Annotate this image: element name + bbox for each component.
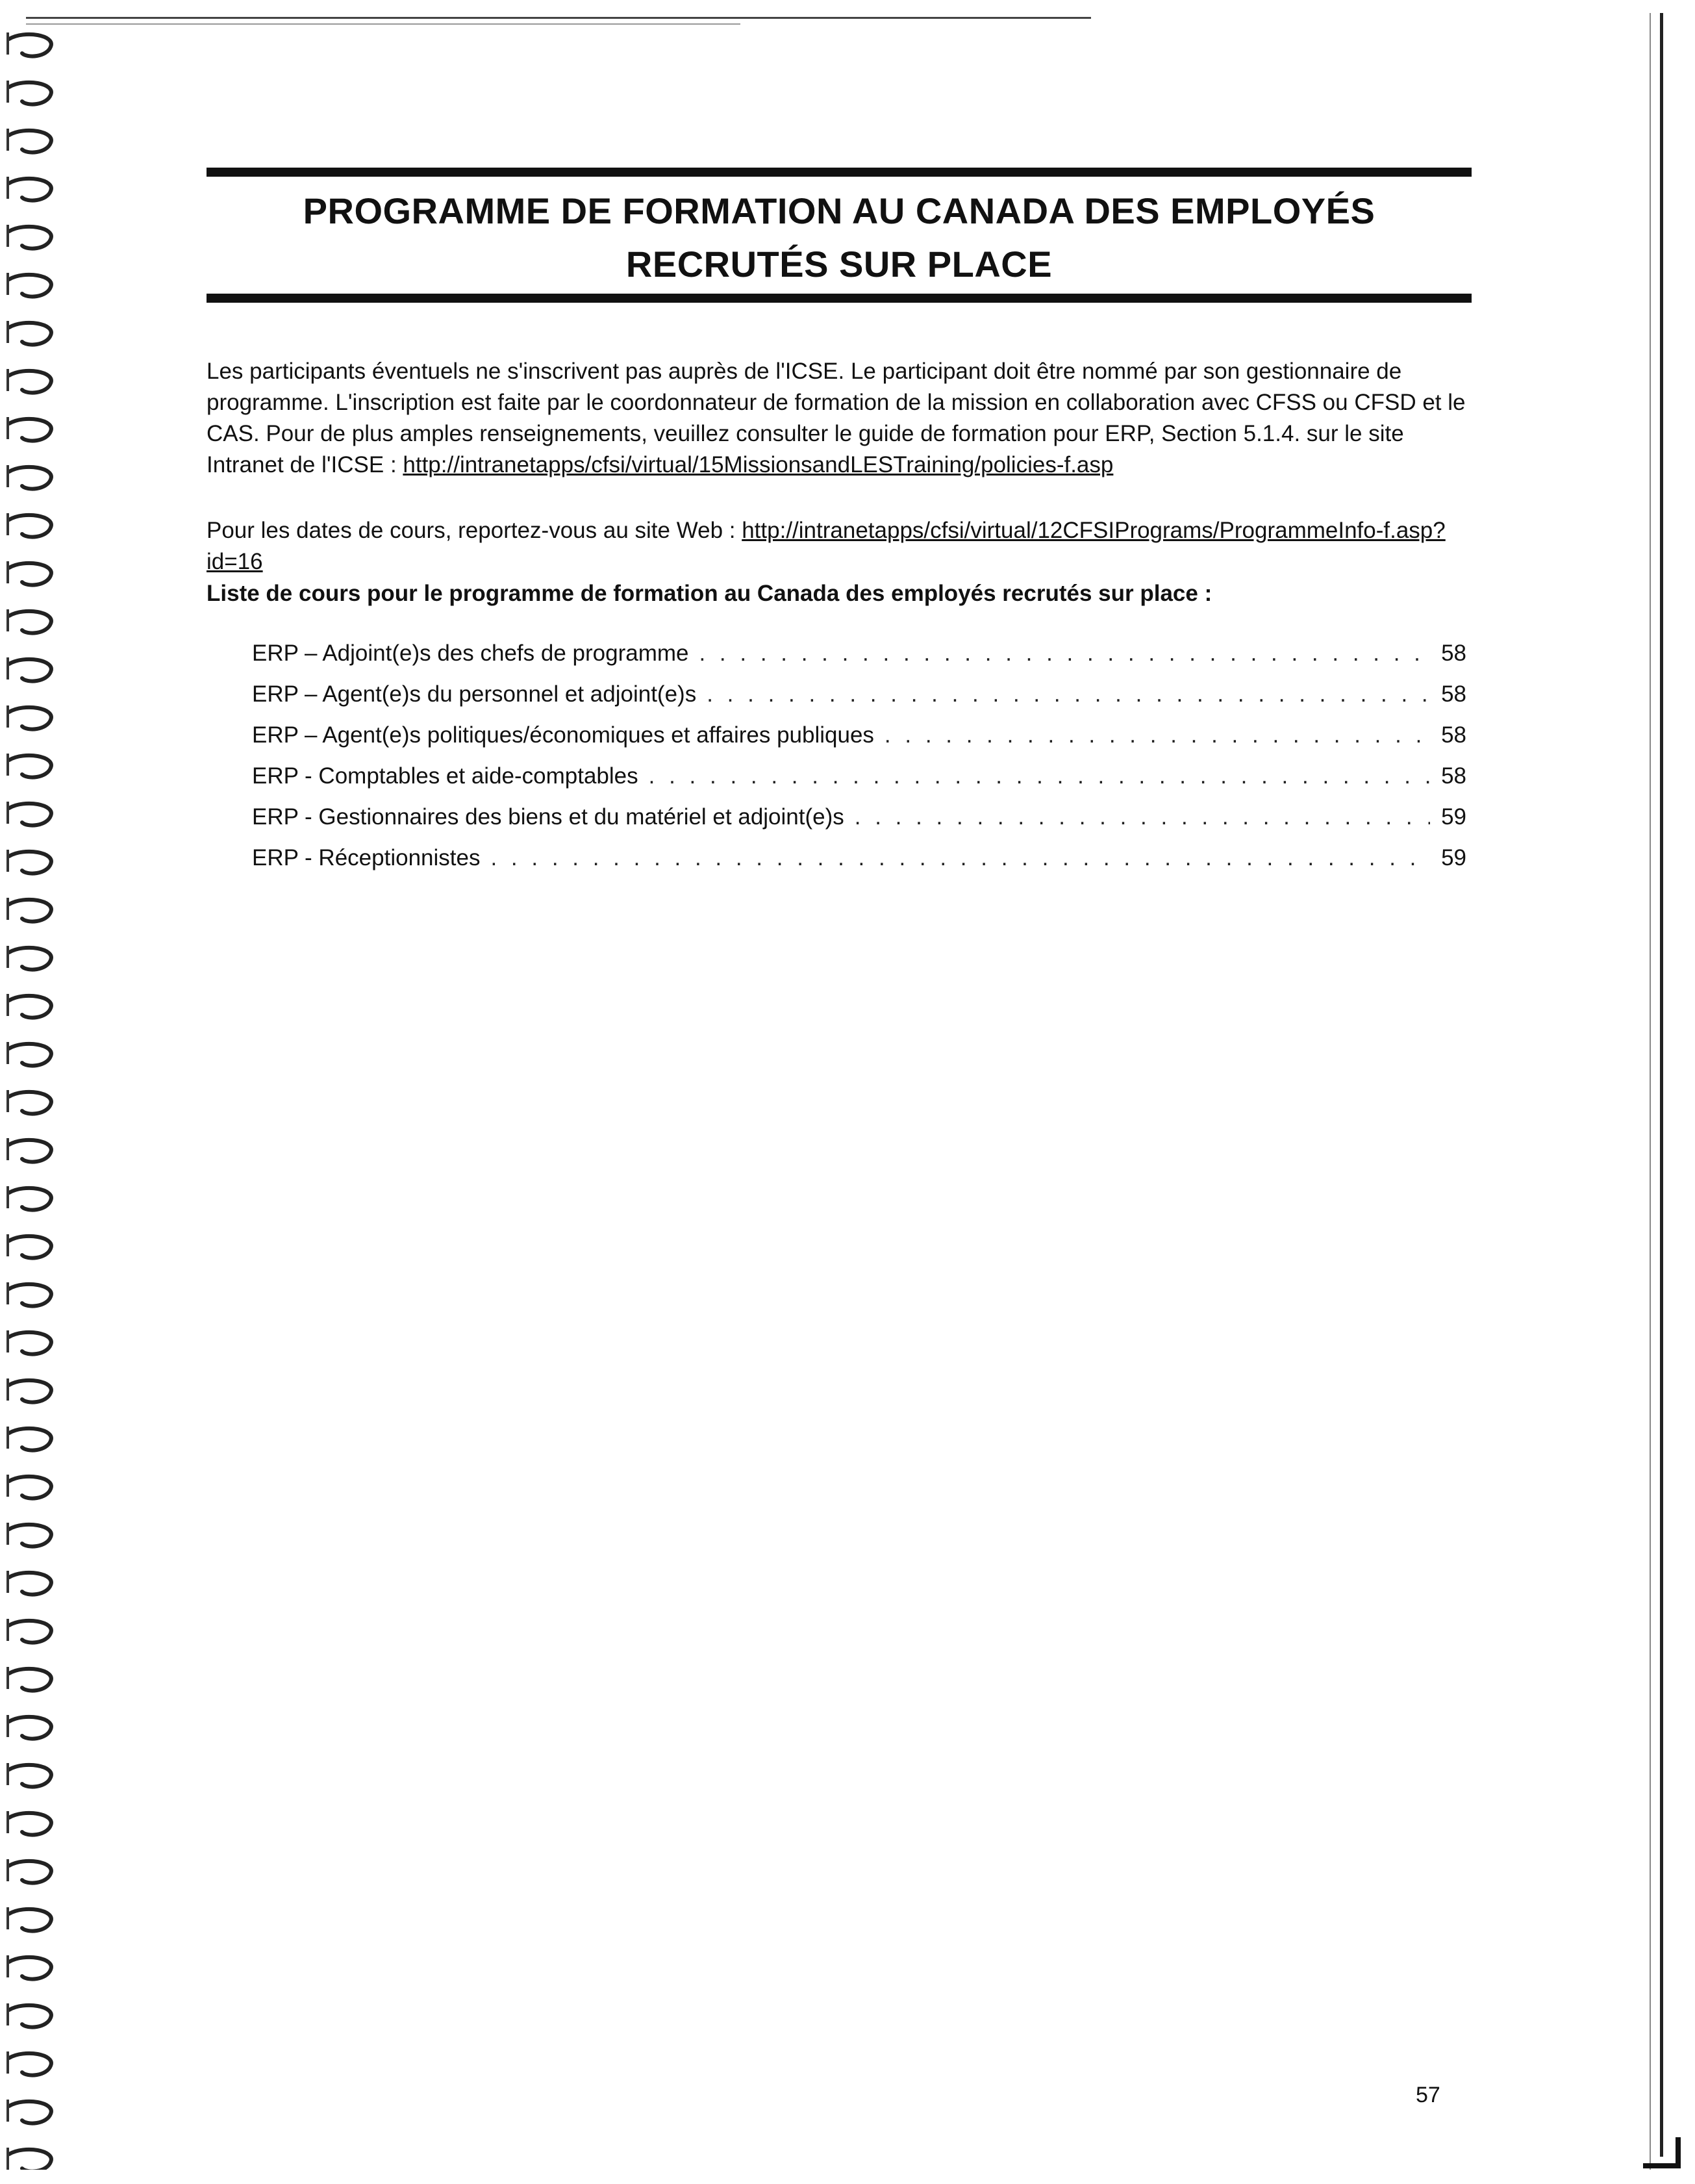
- course-page: 58: [1441, 641, 1466, 666]
- list-item[interactable]: [252, 802, 1466, 843]
- spiral-loop: [9, 996, 51, 1018]
- course-label: ERP – Agent(e)s du personnel et adjoint(e)s: [252, 681, 697, 707]
- course-page: 59: [1441, 845, 1466, 870]
- dot-leader: [885, 720, 1430, 751]
- spiral-loop: [9, 563, 51, 585]
- page-title-line-2: RECRUTÉS SUR PLACE: [625, 244, 1053, 285]
- list-item[interactable]: [252, 843, 1466, 883]
- spiral-loop: [9, 900, 51, 922]
- course-label: ERP - Réceptionnistes: [252, 845, 481, 870]
- spiral-loop: [9, 659, 51, 681]
- spiral-loop: [9, 371, 51, 393]
- page-title: [207, 184, 1472, 291]
- spiral-loop: [9, 179, 51, 201]
- spiral-loop: [9, 948, 51, 970]
- intro-link[interactable]: http://intranetapps/cfsi/virtual/15MissionsandLESTraining/policies-f.asp: [403, 452, 1114, 477]
- spiral-loop: [9, 1525, 51, 1547]
- spiral-loop: [9, 1140, 51, 1162]
- list-item[interactable]: [252, 638, 1466, 679]
- spiral-loop: [9, 1765, 51, 1787]
- course-label: ERP – Agent(e)s politiques/économiques et affaires publiques: [252, 722, 874, 748]
- course-label: ERP - Gestionnaires des biens et du matériel et adjoint(e)s: [252, 804, 844, 830]
- spiral-loop: [9, 34, 51, 57]
- list-item[interactable]: [252, 679, 1466, 720]
- intro-paragraph: [207, 356, 1479, 481]
- spiral-loop: [9, 419, 51, 441]
- spiral-loop: [9, 131, 51, 153]
- list-item[interactable]: [252, 720, 1466, 761]
- spiral-loop: [9, 1621, 51, 1643]
- spiral-loop: [9, 2005, 51, 2027]
- spiral-loop: [9, 515, 51, 537]
- dates-text: Pour les dates de cours, reportez-vous au site Web :: [207, 518, 742, 543]
- spiral-loop: [9, 1573, 51, 1595]
- spiral-loop: [9, 2150, 51, 2170]
- spiral-loop: [9, 275, 51, 297]
- spiral-loop: [9, 323, 51, 345]
- dot-leader: [699, 638, 1430, 669]
- spiral-loop: [9, 611, 51, 633]
- spiral-loop: [9, 1380, 51, 1403]
- spiral-loop: [9, 1861, 51, 1883]
- scan-edge-top: [26, 17, 1091, 19]
- spiral-loop: [9, 852, 51, 874]
- spiral-loop: [9, 1092, 51, 1114]
- spiral-loop: [9, 756, 51, 778]
- title-rule-top: [207, 168, 1472, 177]
- spiral-loop: [9, 1044, 51, 1066]
- dates-link[interactable]: http://intranetapps/cfsi/virtual/12CFSIPrograms/ProgrammeInfo-f.asp?id=16: [207, 518, 1446, 574]
- spiral-loop: [9, 1717, 51, 1739]
- title-rule-bottom: [207, 294, 1472, 303]
- spiral-binding: [5, 26, 64, 2170]
- dot-leader: [855, 802, 1430, 833]
- course-label: ERP - Comptables et aide-comptables: [252, 763, 638, 789]
- intro-text: Les participants éventuels ne s'inscrivent pas auprès de l'ICSE. Le participant doit être nommé par son gestionnaire de programme. L'inscription est faite par le coordonnateur de formation de la mission en collaboration avec CFSS ou CFSD et le CAS. Pour de plus amples renseignements, veuillez consulter le guide de formation pour ERP, Section 5.1.4. sur le site Intranet de l'ICSE :: [207, 359, 1466, 477]
- scan-corner-mark: [1643, 2137, 1681, 2168]
- spiral-loop: [9, 1477, 51, 1499]
- scan-edge-top-faint: [26, 23, 740, 25]
- course-page: 58: [1441, 722, 1466, 748]
- spiral-loop: [9, 1236, 51, 1258]
- course-page: 58: [1441, 763, 1466, 789]
- page-title-line-1: PROGRAMME DE FORMATION AU CANADA DES EMPLOYÉS: [303, 190, 1375, 231]
- scan-edge-right-faint: [1650, 13, 1651, 2170]
- spiral-loop: [9, 1957, 51, 1979]
- spiral-loop: [9, 467, 51, 489]
- course-list-heading: Liste de cours pour le programme de formation au Canada des employés recrutés sur place :: [207, 581, 1212, 606]
- spiral-loop: [9, 1428, 51, 1451]
- spiral-loop: [9, 1813, 51, 1835]
- course-page: 58: [1441, 681, 1466, 707]
- spiral-loop: [9, 2053, 51, 2076]
- spiral-loop: [9, 1332, 51, 1354]
- page-number: 57: [1416, 2083, 1440, 2107]
- spiral-loop: [9, 227, 51, 249]
- spiral-loop: [9, 2101, 51, 2124]
- dates-paragraph: [207, 515, 1479, 578]
- spiral-loop: [9, 707, 51, 730]
- dot-leader: [490, 843, 1430, 874]
- scan-edge-right: [1660, 13, 1663, 2157]
- dot-leader: [707, 679, 1430, 710]
- spiral-loop: [9, 1909, 51, 1931]
- spiral-loop: [9, 1188, 51, 1210]
- dot-leader: [649, 761, 1430, 792]
- course-label: ERP – Adjoint(e)s des chefs de programme: [252, 641, 689, 666]
- course-page: 59: [1441, 804, 1466, 830]
- spiral-loop: [9, 1284, 51, 1306]
- course-list: [252, 638, 1466, 883]
- spiral-loop: [9, 804, 51, 826]
- list-item[interactable]: [252, 761, 1466, 802]
- spiral-loop: [9, 1669, 51, 1691]
- spiral-loop: [9, 83, 51, 105]
